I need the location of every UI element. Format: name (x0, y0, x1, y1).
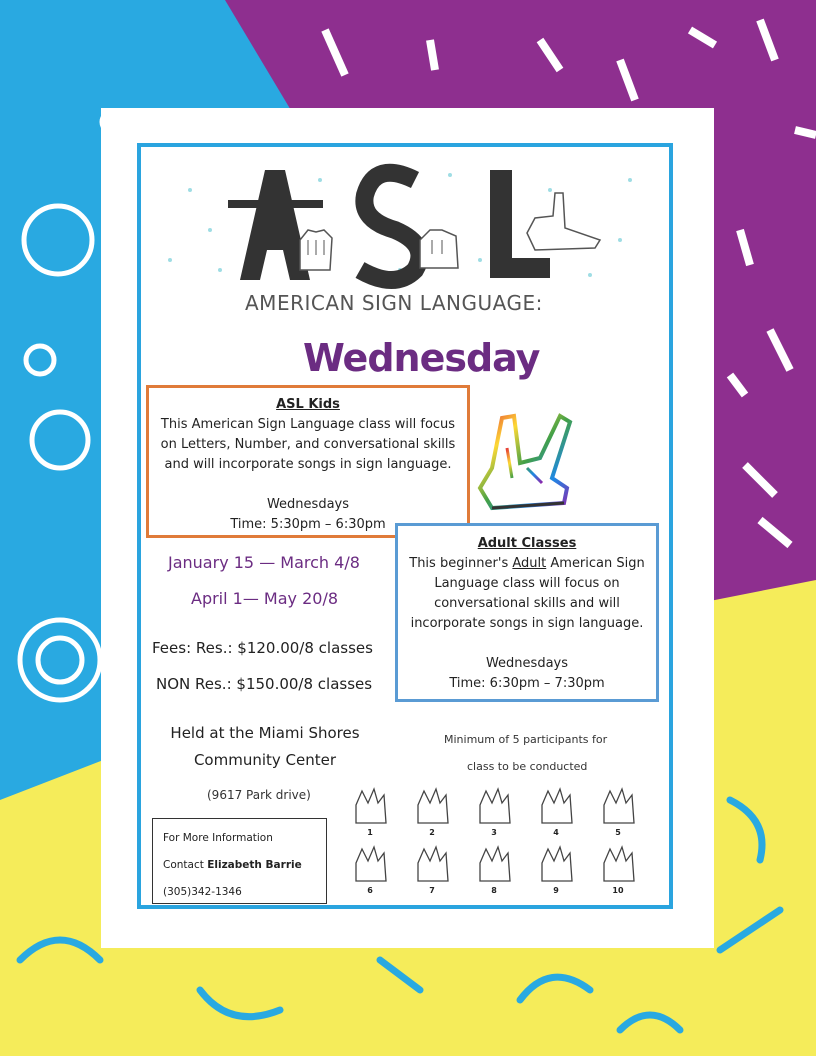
asl-letter-hand-icon (515, 188, 605, 258)
adult-class-box (395, 523, 659, 702)
kids-class-box (146, 385, 470, 538)
contact-person (163, 852, 326, 879)
adult-desc-end: American Sign Language class will focus on conversational skills and will incorporate songs in sign language. (410, 556, 645, 631)
fees-resident: Fees: Res.: $120.00/8 classes (152, 639, 373, 657)
fees-non-resident: NON Res.: $150.00/8 classes (156, 675, 373, 693)
number-sign-label: 1 (367, 828, 373, 837)
number-sign-label: 3 (491, 828, 497, 837)
contact-prefix: Contact (163, 859, 208, 871)
day-heading: Wednesday (303, 336, 540, 380)
contact-name: Elizabeth Barrie (207, 859, 302, 871)
adult-class-days: Wednesdays (485, 656, 569, 671)
number-hand-icon (480, 789, 510, 823)
i-love-you-sign-icon (472, 408, 577, 518)
adult-class-description (398, 554, 656, 634)
number-hand-icon (356, 847, 386, 881)
number-hand-icon (604, 847, 634, 881)
number-sign-label: 7 (429, 886, 435, 895)
adult-class-title: Adult Classes (477, 536, 577, 551)
location-line-1: Held at the Miami Shores (170, 724, 360, 742)
asl-letter-hand-icon (290, 220, 340, 275)
kids-class-time: Time: 5:30pm – 6:30pm (230, 517, 386, 532)
adult-desc-emphasis: Adult (512, 556, 547, 571)
number-sign-label: 8 (491, 886, 497, 895)
number-sign-label: 2 (429, 828, 435, 837)
contact-info-box (152, 818, 327, 904)
kids-class-description: This American Sign Language class will focus on Letters, Number, and conversational skills and will incorporate songs in sign language. (160, 417, 456, 472)
number-signs-graphic (346, 783, 666, 903)
subtitle: AMERICAN SIGN LANGUAGE: (245, 291, 543, 315)
session-dates-2: April 1— May 20/8 (191, 589, 339, 608)
number-hand-icon (418, 847, 448, 881)
contact-phone: (305)342-1346 (163, 886, 242, 898)
kids-class-title: ASL Kids (276, 397, 340, 412)
number-sign-label: 4 (553, 828, 559, 837)
number-hand-icon (418, 789, 448, 823)
number-hand-icon (480, 847, 510, 881)
location-address: (9617 Park drive) (207, 788, 311, 802)
location (140, 720, 390, 774)
number-signs-chart (346, 783, 666, 903)
number-hand-icon (542, 847, 572, 881)
minimum-line-2: class to be conducted (467, 760, 588, 773)
minimum-line-1: Minimum of 5 participants for (444, 733, 608, 746)
number-hand-icon (542, 789, 572, 823)
adult-desc-start: This beginner's (409, 556, 513, 571)
number-sign-label: 5 (615, 828, 621, 837)
number-hand-icon (604, 789, 634, 823)
number-sign-label: 10 (612, 886, 624, 895)
adult-class-time: Time: 6:30pm – 7:30pm (449, 676, 605, 691)
session-dates-1: January 15 — March 4/8 (168, 553, 360, 572)
kids-class-days: Wednesdays (266, 497, 350, 512)
number-sign-label: 6 (367, 886, 373, 895)
number-sign-label: 9 (553, 886, 559, 895)
number-hand-icon (356, 789, 386, 823)
asl-letter-hand-icon (412, 218, 467, 273)
location-line-2: Community Center (193, 751, 337, 769)
contact-heading: For More Information (163, 832, 273, 844)
